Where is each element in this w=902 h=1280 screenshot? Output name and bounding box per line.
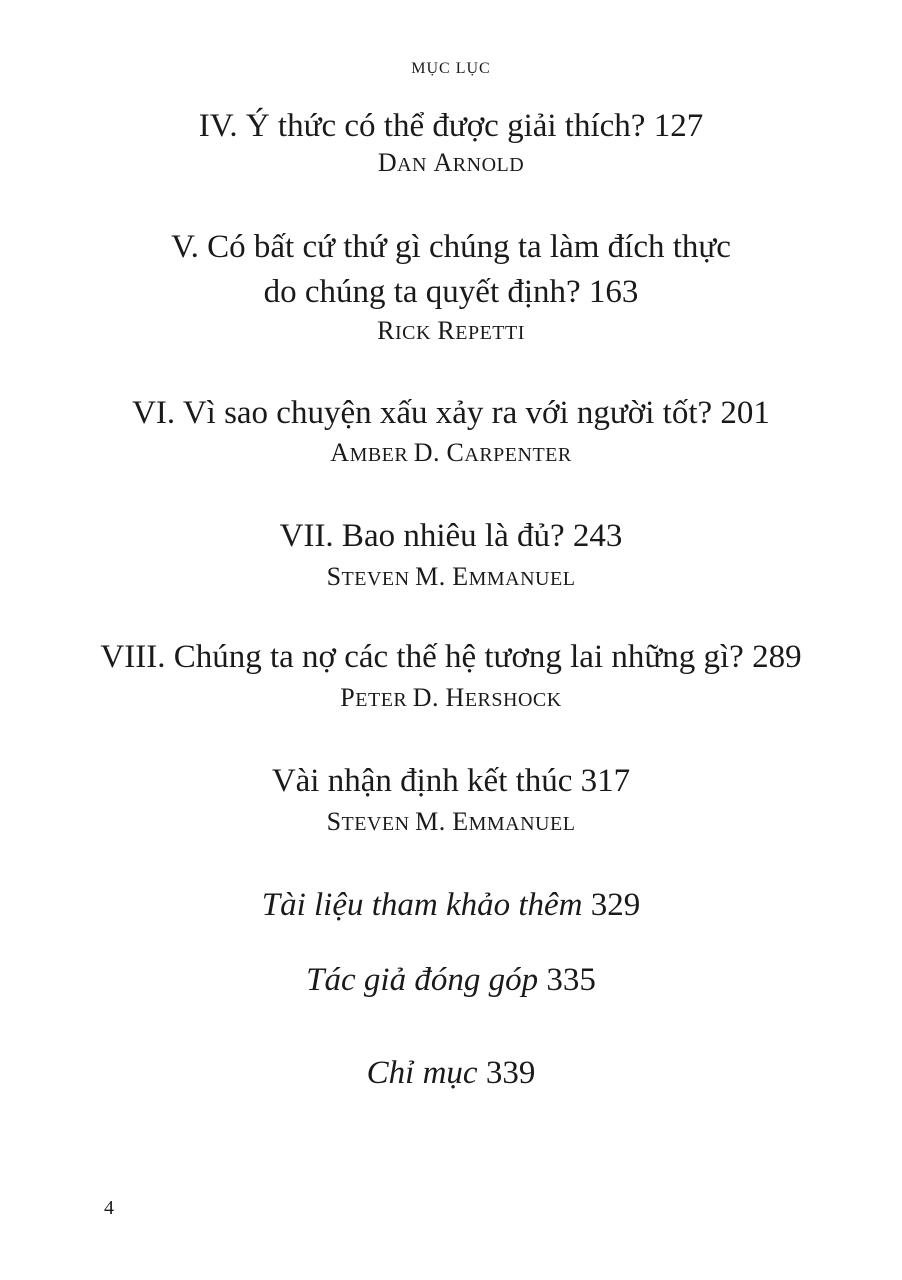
author-last-name: EMMANUEL bbox=[452, 562, 576, 591]
toc-entry-v-author bbox=[0, 316, 902, 348]
toc-entry-viii-author bbox=[0, 683, 902, 715]
toc-entry-contributors bbox=[0, 960, 902, 1000]
toc-entry-vii-title bbox=[0, 516, 902, 556]
toc-entry-iv-title bbox=[0, 106, 902, 146]
toc-entry-index bbox=[0, 1053, 902, 1093]
toc-entry-title: VII. Bao nhiêu là đủ? bbox=[279, 518, 565, 554]
toc-entry-vi-title bbox=[0, 393, 902, 433]
author-first-name: RICK bbox=[377, 316, 431, 345]
author-first-name: STEVEN M. bbox=[326, 807, 446, 836]
toc-entry-iv-author bbox=[0, 148, 902, 180]
running-header: MỤC LỤC bbox=[411, 60, 491, 77]
toc-entry-title: IV. Ý thức có thể được giải thích? bbox=[198, 108, 646, 144]
author-first-name: PETER D. bbox=[340, 683, 440, 712]
toc-entry-page: 127 bbox=[653, 108, 704, 144]
author-last-name: EMMANUEL bbox=[452, 807, 576, 836]
toc-entry-title: VIII. Chúng ta nợ các thế hệ tương lai những gì? bbox=[100, 639, 744, 675]
toc-entry-title: VI. Vì sao chuyện xấu xảy ra với người tốt? bbox=[132, 395, 713, 431]
toc-entry-page: 163 bbox=[588, 274, 639, 310]
page-number: 4 bbox=[104, 1197, 114, 1219]
author-first-name: AMBER D. bbox=[330, 438, 441, 467]
author-first-name: DAN bbox=[377, 148, 427, 177]
toc-entry-page: 243 bbox=[572, 518, 623, 554]
toc-entry-v-title-line1: V. Có bất cứ thứ gì chúng ta làm đích thực bbox=[171, 229, 731, 265]
toc-entry-vii-author bbox=[0, 562, 902, 594]
toc-entry-page: 201 bbox=[720, 395, 770, 431]
toc-entry-title: Chỉ mục bbox=[366, 1055, 478, 1091]
author-last-name: ARNOLD bbox=[433, 148, 525, 177]
toc-entry-title: do chúng ta quyết định? bbox=[263, 274, 581, 310]
author-last-name: HERSHOCK bbox=[445, 683, 562, 712]
toc-entry-v-title-line2 bbox=[0, 272, 902, 312]
toc-entry-further-reading bbox=[0, 885, 902, 925]
toc-entry-page: 289 bbox=[752, 639, 802, 675]
toc-entry-closing-author bbox=[0, 807, 902, 839]
author-first-name: STEVEN M. bbox=[326, 562, 446, 591]
toc-entry-page: 317 bbox=[580, 763, 631, 799]
toc-entry-vi-author bbox=[0, 438, 902, 470]
author-last-name: CARPENTER bbox=[446, 438, 572, 467]
toc-entry-page: 329 bbox=[590, 887, 641, 923]
toc-entry-title: Vài nhận định kết thúc bbox=[271, 763, 573, 799]
toc-entry-title: Tác giả đóng góp bbox=[306, 962, 539, 998]
toc-entry-title: Tài liệu tham khảo thêm bbox=[261, 887, 583, 923]
author-last-name: REPETTI bbox=[437, 316, 525, 345]
toc-entry-viii-title bbox=[0, 637, 902, 677]
toc-entry-page: 335 bbox=[546, 962, 596, 998]
toc-entry-page: 339 bbox=[485, 1055, 536, 1091]
toc-entry-closing-title bbox=[0, 761, 902, 801]
